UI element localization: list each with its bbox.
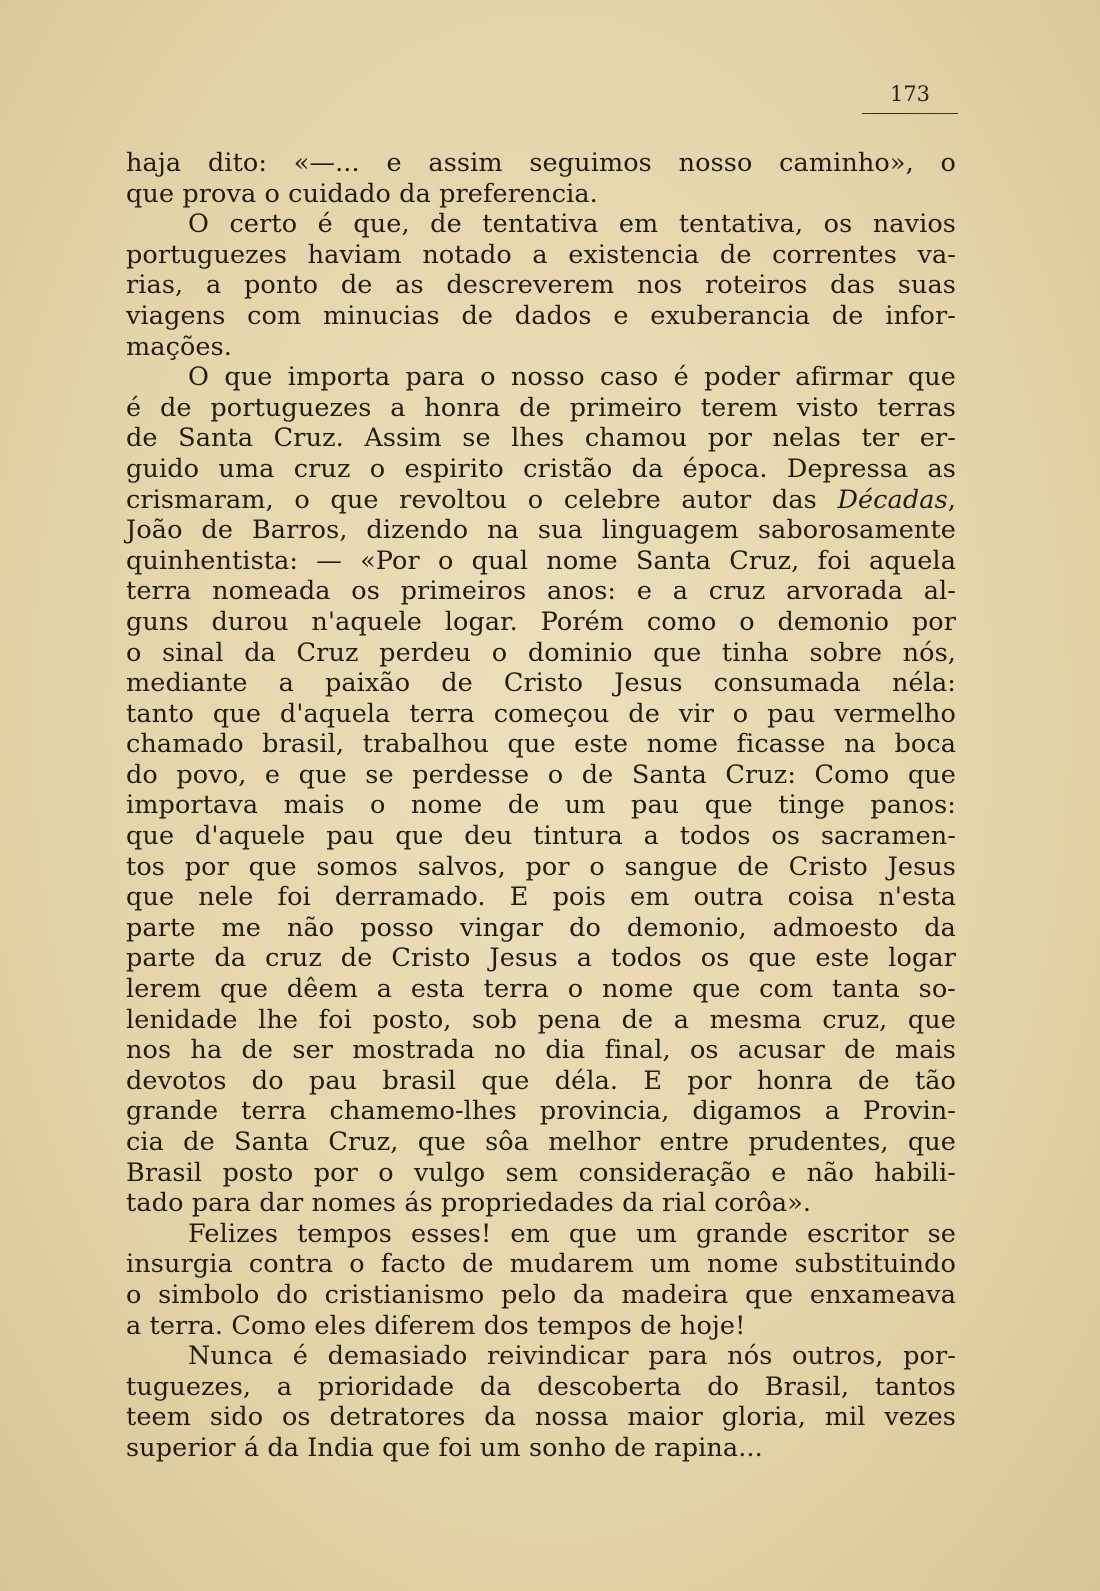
- text-line: o simbolo do cristianismo pelo da madeira que enxameava: [126, 1279, 956, 1310]
- text-line: parte me não posso vingar do demonio, admoesto da: [126, 912, 956, 943]
- text-line: portuguezes haviam notado a existencia de correntes va-: [126, 239, 956, 270]
- text-line: devotos do pau brasil que déla. E por honra de tão: [126, 1065, 956, 1096]
- text-line: guns durou n'aquele logar. Porém como o demonio por: [126, 606, 956, 637]
- text-line: cia de Santa Cruz, que sôa melhor entre prudentes, que: [126, 1127, 956, 1157]
- text-line: tanto que d'aquela terra começou de vir o pau vermelho: [126, 698, 956, 729]
- text-line: terra nomeada os primeiros anos: e a cruz arvorada al-: [126, 576, 956, 607]
- text-line: é de portuguezes a honra de primeiro terem visto terras: [126, 392, 956, 423]
- text-line: grande terra chamemo-lhes provincia, digamos a Provin-: [126, 1096, 956, 1127]
- text-line: o sinal da Cruz perdeu o dominio que tinha sobre nós,: [126, 637, 956, 668]
- text-line: [126, 485, 956, 516]
- text-line: mediante a paixão de Cristo Jesus consumada néla:: [126, 668, 956, 699]
- text-line: parte da cruz de Cristo Jesus a todos os que este logar: [126, 943, 956, 974]
- text-line: a terra. Como eles diferem dos tempos de hoje!: [126, 1310, 746, 1341]
- text-segment: crismaram, o que revoltou o celebre autor das: [126, 484, 817, 515]
- text-line: superior á da India que foi um sonho de rapina...: [126, 1432, 763, 1463]
- text-line: lerem que dêem a esta terra o nome que com tanta so-: [126, 974, 956, 1005]
- text-line: quinhentista: — «Por o qual nome Santa Cruz, foi aquela: [126, 545, 956, 576]
- text-line: lenidade lhe foi posto, sob pena de a mesma cruz, que: [126, 1004, 956, 1035]
- text-line: O que importa para o nosso caso é poder afirmar que: [188, 362, 956, 393]
- text-line: teem sido os detratores da nossa maior gloria, mil vezes: [126, 1402, 956, 1433]
- text-line: chamado brasil, trabalhou que este nome ficasse na boca: [126, 729, 956, 760]
- text-line: mações.: [126, 331, 232, 362]
- page-number-rule: [862, 113, 958, 114]
- text-segment: ,: [947, 484, 956, 515]
- text-line: Felizes tempos esses! em que um grande escritor se: [188, 1218, 956, 1249]
- text-line: importava mais o nome de um pau que tinge panos:: [126, 790, 956, 821]
- text-line: tuguezes, a prioridade da descoberta do Brasil, tantos: [126, 1371, 956, 1402]
- text-line: guido uma cruz o espirito cristão da época. Depressa as: [126, 453, 956, 484]
- text-line: Brasil posto por o vulgo sem consideração e não habili-: [126, 1157, 956, 1188]
- text-line: que prova o cuidado da preferencia.: [126, 178, 598, 209]
- text-line: Nunca é demasiado reivindicar para nós outros, por-: [188, 1341, 956, 1372]
- text-line: tos por que somos salvos, por o sangue de Cristo Jesus: [126, 851, 956, 882]
- text-line: que nele foi derramado. E pois em outra coisa n'esta: [126, 882, 956, 913]
- text-line: insurgia contra o facto de mudarem um nome substituindo: [126, 1249, 956, 1280]
- text-line: viagens com minucias de dados e exuberancia de infor-: [126, 300, 956, 331]
- text-line: que d'aquele pau que deu tintura a todos os sacramen-: [126, 821, 956, 852]
- book-title-italic: Décadas: [837, 484, 948, 515]
- text-line: tado para dar nomes ás propriedades da rial corôa».: [126, 1188, 812, 1219]
- text-line: nos ha de ser mostrada no dia final, os acusar de mais: [126, 1035, 956, 1066]
- body-text: [126, 148, 956, 1464]
- text-line: do povo, e que se perdesse o de Santa Cruz: Como que: [126, 759, 956, 790]
- text-line: de Santa Cruz. Assim se lhes chamou por nelas ter er-: [126, 423, 956, 454]
- page-number: 173: [889, 82, 931, 106]
- text-line: rias, a ponto de as descreverem nos roteiros das suas: [126, 270, 956, 301]
- text-line: João de Barros, dizendo na sua linguagem saborosamente: [126, 515, 956, 546]
- text-line: O certo é que, de tentativa em tentativa, os navios: [188, 209, 956, 240]
- text-line: haja dito: «—... e assim seguimos nosso caminho», o: [126, 148, 956, 178]
